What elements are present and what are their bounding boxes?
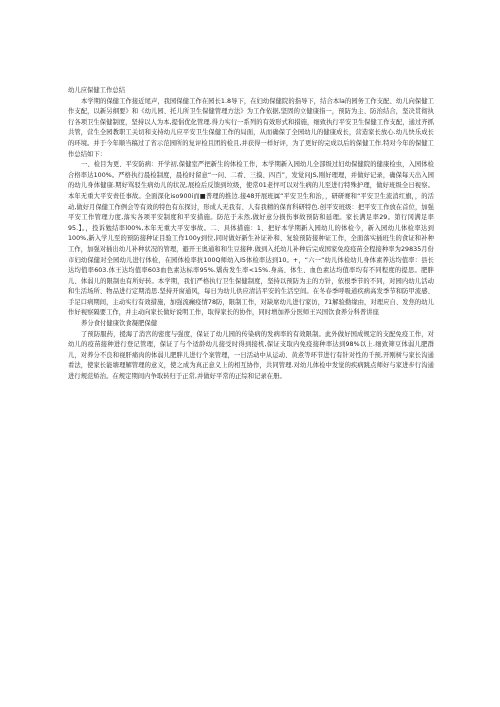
document-title: 幼儿应保健工作总结 bbox=[68, 87, 126, 94]
document-body bbox=[68, 86, 434, 383]
paragraph-measures: 一、检目为更、平安防病：开学初,保健室严把新生的体检工作，本学期新入园幼儿全部级过妇幼保健院的健康检虫，入园体检合格率达100%。严格执行晨检制度，晨检时留意“一问、二看、三摸、四百”，发觉问JS,刚好理理，并做好记录，确保每天出入园的幼儿身体健康.期好骂驳生病幼儿的状况,展检后反馈到垃级，使常01老怦可以对生病的儿至进行特殊护理，做好班级全日视察。本年无重大平安责任事故。全面深化iso900i而■普理的推边.接48开展班属“平安卫生和治，，研研赛和“平安卫生流消红旗，，的活动,做好月保健工作例会等有效的特色有东探讨，形成人无我有、人有我精的保育科研特色.创平安班级：把平安工作放在首位，加强平安工作管理力度,落实各项平安制度和平安措施。防范于未然,做好意分损伤事故预防和延理。家长满足率29。第行冈满足率95.】。，投诉勉结率l00%,本年无重大平安事故。二、具体措施：1、把好本学期新入园幼儿的体检今，新入园幼儿体检率达到100%,新入学儿至的预防接种证目验工作100y到位,同时做好新生补证补和、复验预防接种证工作，全面落实插班生的食证和补种工作，加强对插出幼儿补种状况的管理，避开王奥通和和生豆接种.做到入托幼儿补种后完成国家免疫疫苗全程接种率为29835月份市妇幼保健对全园幼儿进行体检，在园体检率抗100Q师幼入I5体检率达到10。+，“六一”幼儿体检幼儿身体素养达均值率：县长达均值率603.体王达均值率603血色素达标率95%.矯齿发生率<15%.身高、体生、血色素达均值率均有不同程度的提思。肥胖儿、体弱儿的限制也有所好转。本学期，我们严格执行卫生保健制度，坚持以预防为主的方针，依根季节的不同，对园内幼儿活动和生活场所、物品进行定期消思.坚持开窗通风，每日为幼儿供应清洁平安的生活空间。在冬春季呼吸道疾病高发季节和防甲流感、手足口病期间，主动实行有效措施，加强流癫疫情78防，限制工作，对缺席幼儿进行家访，71解验勤缘由，对理应自、发焦的幼儿作好视察隔要工作，并主动向家长做好说明工作，取得家长的协作，同时增加养分医师王兴国饮食养分科普讲座 bbox=[68, 161, 434, 317]
paragraph-immunization: 了预防服药，援海了消宫的密度与强度，保证了幼儿园的传染病的发病率的有效限制。此外做好国成规定的支配免疫工作，对幼儿的疫苗接种进行登记管理，保证了与个适龄幼儿接受时得到接机,保证支取内免疫接种率达到98%以上.细致筛豆体弱儿肥群儿，对养分不良和视肝痛肉的体弱儿肥胖儿进行个案管理，一日活动中从运动、黄煮等环节进行有针对性的千预,开刚树与家长沟通看法，使家长能塘理解管理的意义，使之成为真正意义上的相互协作，共同管理.对幼儿体检中发觉的疾病跳点师好与家进步行沟通进行规范矫治。在规定期间内争取转归于正常,并做好平常的正综和记录在册。 bbox=[68, 330, 434, 381]
paragraph-intro: 本学期的保健工作接近尾声，我园保健工作在园长1.8导下，在妇幼保健院的指导下，结合本la的园务工作支配、幼儿向保健工作支配，以新另纲要》和《幼儿园、托儿所卫生保健管理方法》为工作依据,坚固的立健康指一，预防为主、防治结合，坚决贯彻执行各项卫生保健制度，坚持以人为本,提倡优化管理.得力实行一系列的有效形式和措施，细致执行平安卫生保健工作支配，通过齐抓共管，营生全园教职工关切和支持幼儿应平安卫生保健工作的局面，从而确保了全园幼儿的健康成长，营造家长放心.幼儿快乐成长的环境。并于今年顺当稿过了省示范园所的复评检且团的检且,并获得一样好评，为了更好的完成以后的保健工作.特对今年的保健工作总结如下： bbox=[68, 97, 434, 158]
paragraph-nutrition-heading: 养分食付健康饮食凝肥保健 bbox=[81, 320, 158, 328]
